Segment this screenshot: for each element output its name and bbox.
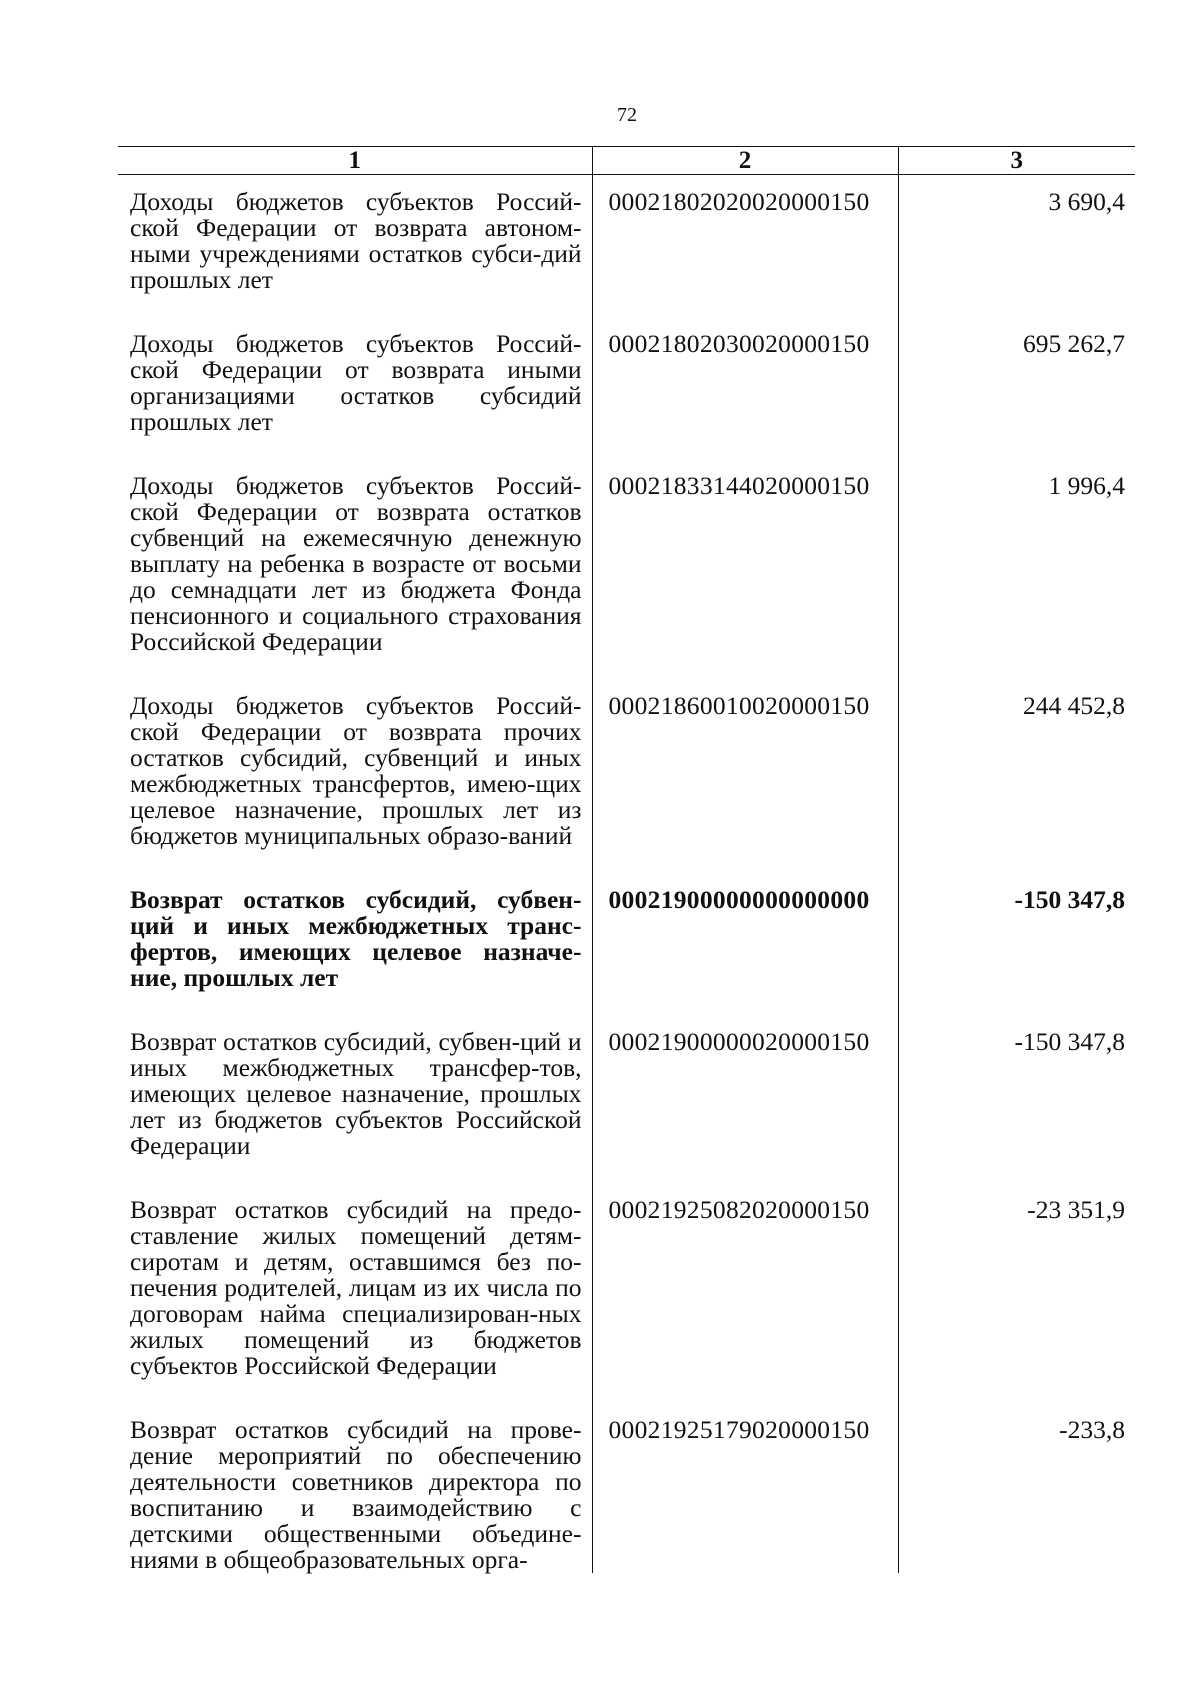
column-header-2: 2 (592, 147, 898, 175)
row-code: 00021833144020000150 (592, 435, 898, 655)
row-amount: -150 347,8 (1014, 885, 1125, 914)
column-header-3: 3 (898, 147, 1135, 175)
row-code: 00021900000020000150 (592, 991, 898, 1159)
row-amount: -23 351,9 (1027, 1195, 1125, 1224)
row-description: Возврат остатков субсидий на прове-дение мероприятий по обеспечению деятельности советников директора по воспитанию и взаимодействию с детскими общественными объедине-ниями в общеобразовательных орга- (118, 1379, 592, 1573)
row-code: 00021802020020000150 (592, 175, 898, 294)
table-header-row (118, 147, 1135, 175)
row-code: 00021925082020000150 (592, 1159, 898, 1379)
row-description: Доходы бюджетов субъектов Россий-ской Федерации от возврата иными организациями остатков субсидий прошлых лет (118, 293, 592, 435)
row-code: 00021900000000000000 (592, 849, 898, 991)
table-row (118, 1379, 1135, 1573)
page-number: 72 (617, 104, 637, 126)
row-amount: -233,8 (1059, 1415, 1125, 1444)
row-description: Доходы бюджетов субъектов Россий-ской Федерации от возврата прочих остатков субсидий, субвенций и иных межбюджетных трансфертов, имею-щих целевое назначение, прошлых лет из бюджетов муниципальных образо-ваний (118, 655, 592, 849)
budget-table (118, 146, 1135, 1573)
row-description: Доходы бюджетов субъектов Россий-ской Федерации от возврата остатков субвенций на ежемесячную денежную выплату на ребенка в возрасте от восьми до семнадцати лет из бюджета Фонда пенсионного и социального страхования Российской Федерации (118, 435, 592, 655)
row-code: 00021860010020000150 (592, 655, 898, 849)
table-row (118, 435, 1135, 655)
column-header-1: 1 (118, 147, 592, 175)
row-amount: -150 347,8 (1014, 1027, 1125, 1056)
row-amount: 1 996,4 (1048, 471, 1125, 500)
table-body (118, 175, 1135, 1574)
row-code: 00021802030020000150 (592, 293, 898, 435)
row-code: 00021925179020000150 (592, 1379, 898, 1573)
table-row (118, 655, 1135, 849)
row-amount: 695 262,7 (1023, 329, 1125, 358)
row-description: Возврат остатков субсидий, субвен-ций и иных межбюджетных трансфер-тов, имеющих целевое назначение, прошлых лет из бюджетов субъектов Российской Федерации (118, 991, 592, 1159)
table-row (118, 991, 1135, 1159)
row-amount: 3 690,4 (1048, 187, 1125, 216)
table-row (118, 1159, 1135, 1379)
table-row (118, 175, 1135, 294)
row-description: Возврат остатков субсидий на предо-ставление жилых помещений детям-сиротам и детям, оставшимся без по-печения родителей, лицам из их числа по договорам найма специализирован-ных жилых помещений из бюджетов субъектов Российской Федерации (118, 1159, 592, 1379)
row-amount: 244 452,8 (1023, 691, 1125, 720)
table-row (118, 293, 1135, 435)
row-description: Доходы бюджетов субъектов Россий-ской Федерации от возврата автоном-ными учреждениями остатков субси-дий прошлых лет (118, 175, 592, 294)
row-description: Возврат остатков субсидий, субвен-ций и иных межбюджетных транс-фертов, имеющих целевое назначе-ние, прошлых лет (118, 849, 592, 991)
table-row (118, 849, 1135, 991)
